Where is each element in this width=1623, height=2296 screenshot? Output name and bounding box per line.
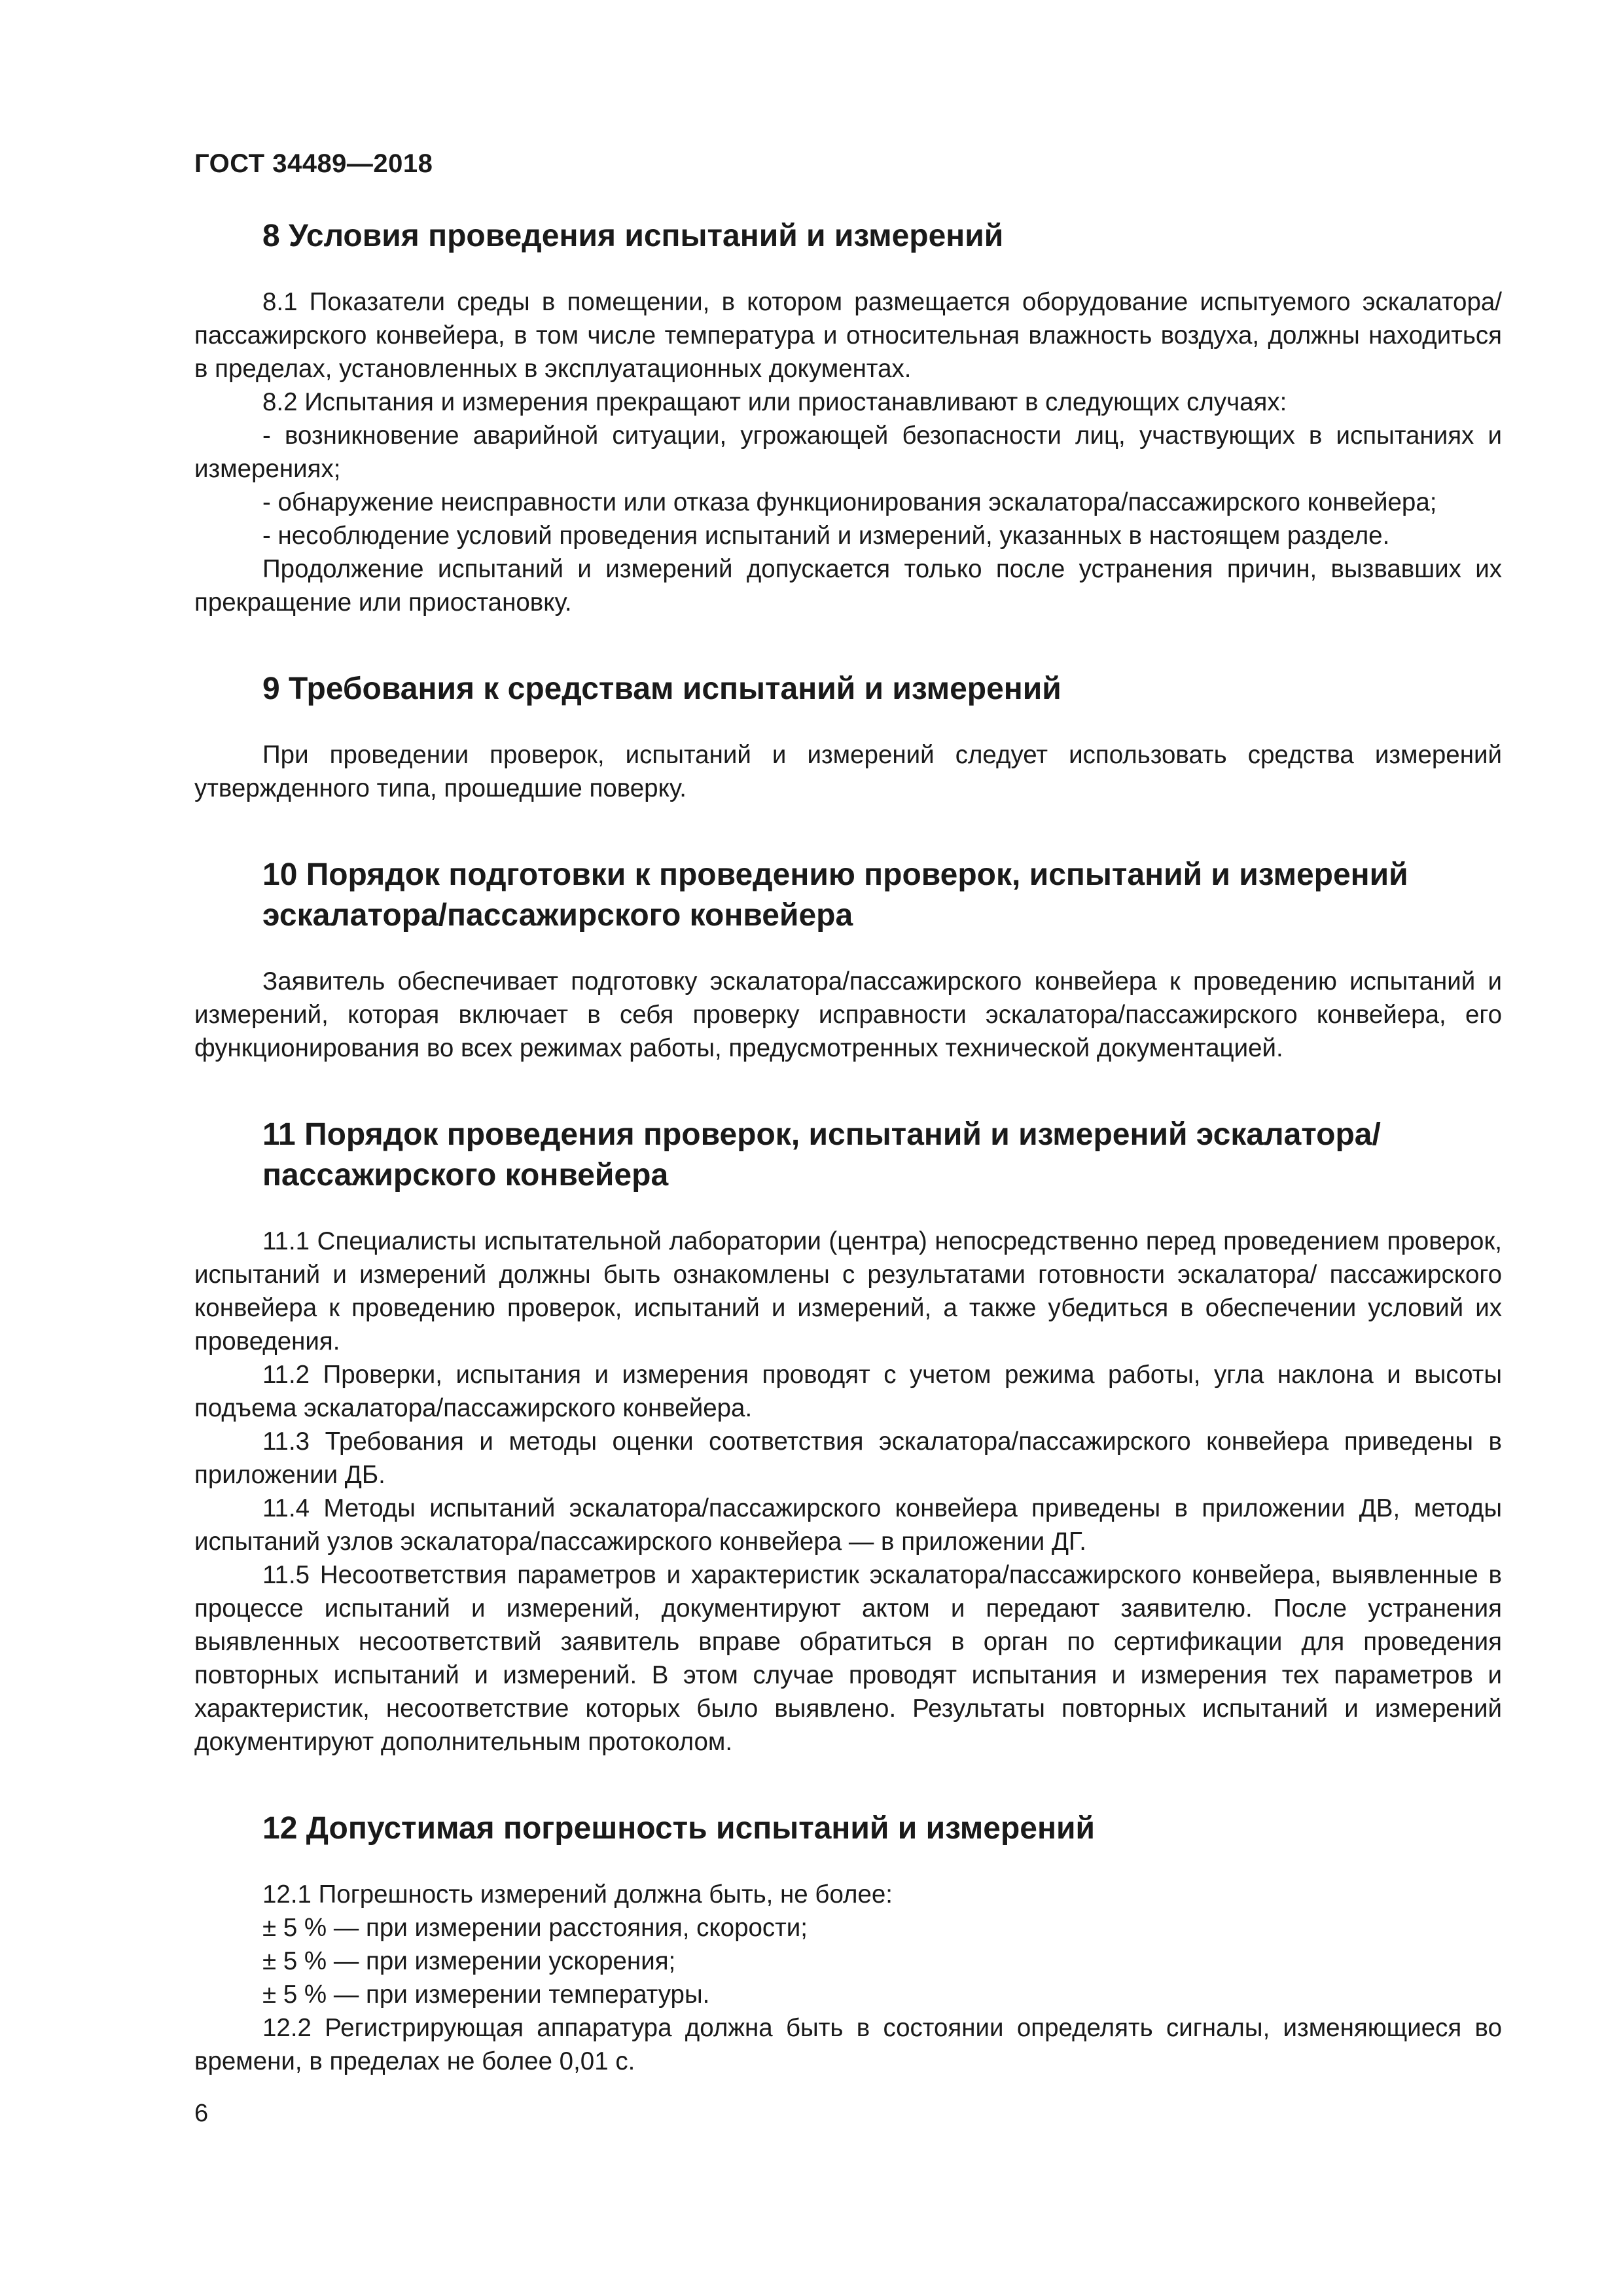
paragraph: 8.2 Испытания и измерения прекращают или приостанавливают в следующих случаях: [262, 388, 1287, 416]
paragraph: 11.5 Несоответствия параметров и характеристик эскалатора/пассажирского конвейера, выявленные в процессе испытаний и измерений, документируют актом и передают заявителю. После устранения выявленных несоответствий заявитель вправе обратиться в орган по сертификации для проведения повторных испытаний и измерений. В этом случае проводят испытания и измерения тех параметров и характеристик, несоответствие которых было выявлено. Результаты повторных испытаний и измерений документируют дополнительным протоколом. [194, 1561, 1502, 1756]
paragraph: 12.2 Регистрирующая аппаратура должна быть в состоянии определять сигналы, изменяющиеся во времени, в пределах не более 0,01 с. [194, 2014, 1502, 2075]
paragraph: 11.2 Проверки, испытания и измерения проводят с учетом режима работы, угла наклона и высоты подъема эскалатора/пассажирского конвейера. [194, 1361, 1502, 1422]
section-title: 10 Порядок подготовки к проведению проверок, испытаний и измерений эскалатора/пассажирского конвейера [262, 857, 1408, 933]
list-item: - возникновение аварийной ситуации, угрожающей безопасности лиц, участвующих в испытаниях и измерениях; [194, 422, 1502, 483]
paragraph: При проведении проверок, испытаний и измерений следует использовать средства измерений утвержденного типа, прошедшие поверку. [194, 741, 1502, 802]
section-12 [194, 1808, 1502, 2078]
page-number: 6 [194, 2100, 209, 2127]
paragraph: 12.1 Погрешность измерений должна быть, не более: [262, 1880, 893, 1909]
paragraph: 11.1 Специалисты испытательной лаборатории (центра) непосредственно перед проведением проверок, испытаний и измерений должны быть ознакомлены с результатами готовности эскалатора/ пассажирского конвейера к проведению проверок, испытаний и измерений, а также убедиться в обеспечении условий их проведения. [194, 1227, 1502, 1355]
section-9 [194, 669, 1502, 805]
list-item: - несоблюдение условий проведения испытаний и измерений, указанных в настоящем разделе. [262, 522, 1390, 550]
document-header: ГОСТ 34489—2018 [194, 149, 433, 178]
section-title: 12 Допустимая погрешность испытаний и измерений [262, 1811, 1095, 1846]
section-title: 9 Требования к средствам испытаний и измерений [262, 672, 1061, 706]
paragraph: Продолжение испытаний и измерений допускается только после устранения причин, вызвавших их прекращение или приостановку. [194, 555, 1502, 617]
section-11 [194, 1115, 1502, 1759]
paragraph: Заявитель обеспечивает подготовку эскалатора/пассажирского конвейера к проведению испытаний и измерений, которая включает в себя проверку исправности эскалатора/пассажирского конвейера, его функционирования во всех режимах работы, предусмотренных технической документацией. [194, 967, 1502, 1062]
section-title: 8 Условия проведения испытаний и измерений [262, 219, 1004, 253]
section-8 [194, 216, 1502, 619]
section-title: 11 Порядок проведения проверок, испытаний и измерений эскалатора/ пассажирского конвейера [262, 1117, 1381, 1193]
list-item: ± 5 % — при измерении расстояния, скорости; [262, 1914, 808, 1942]
list-item: - обнаружение неисправности или отказа функционирования эскалатора/пассажирского конвейера; [262, 488, 1437, 516]
list-item: ± 5 % — при измерении ускорения; [262, 1947, 676, 1975]
paragraph: 11.4 Методы испытаний эскалатора/пассажирского конвейера приведены в приложении ДВ, методы испытаний узлов эскалатора/пассажирского конвейера — в приложении ДГ. [194, 1494, 1502, 1556]
section-10 [194, 855, 1502, 1065]
document-body [194, 216, 1502, 2128]
paragraph: 8.1 Показатели среды в помещении, в котором размещается оборудование испытуемого эскалатора/пассажирского конвейера, в том числе температура и относительная влажность воздуха, должны находиться в пределах, установленных в эксплуатационных документах. [194, 288, 1502, 383]
list-item: ± 5 % — при измерении температуры. [262, 1981, 710, 2009]
paragraph: 11.3 Требования и методы оценки соответствия эскалатора/пассажирского конвейера приведены в приложении ДБ. [194, 1427, 1502, 1489]
